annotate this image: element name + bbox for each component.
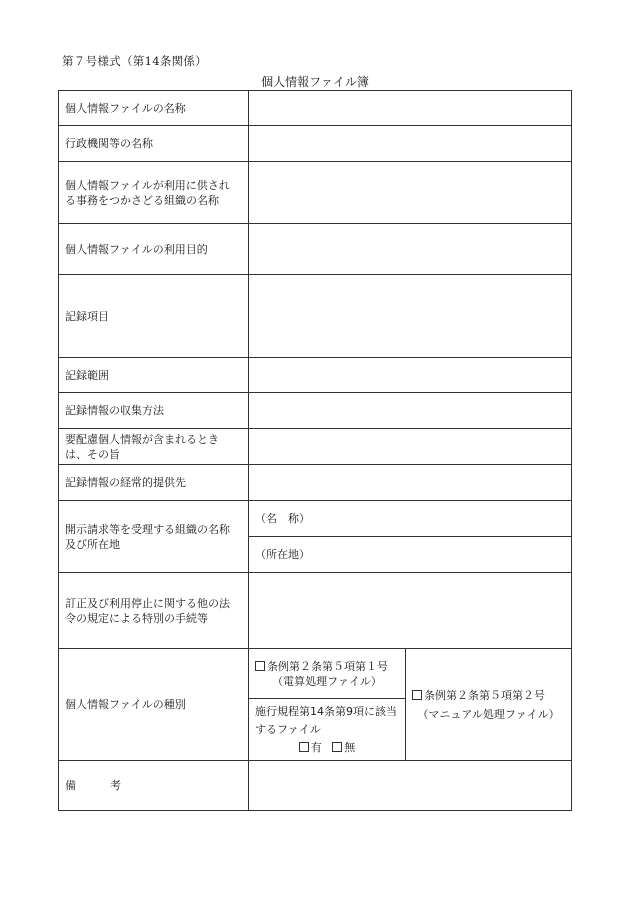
label-purpose: 個人情報ファイルの利用目的 xyxy=(59,224,249,275)
label-correction-line1: 訂正及び利用停止に関する他の法 xyxy=(65,596,230,610)
row-correction xyxy=(59,573,572,649)
label-organization-line1: 個人情報ファイルが利用に供され xyxy=(65,178,230,192)
rule-no-label: 無 xyxy=(344,740,356,754)
field-disclosure-address[interactable] xyxy=(249,537,572,573)
field-rule-applicability xyxy=(249,699,406,761)
option-type2-line1 xyxy=(412,688,565,703)
field-disclosure-name[interactable] xyxy=(249,501,572,537)
row-special-care xyxy=(59,429,572,465)
field-remarks[interactable] xyxy=(249,761,572,811)
type1-checkbox[interactable] xyxy=(255,661,265,671)
type2-checkbox[interactable] xyxy=(412,690,422,700)
field-organization[interactable] xyxy=(249,162,572,224)
label-disclosure-line2: 及び所在地 xyxy=(65,537,120,551)
form-number: 第７号様式（第14条関係） xyxy=(62,54,208,68)
row-collection-method xyxy=(59,393,572,429)
label-disclosure-line1: 開示請求等を受理する組織の名称 xyxy=(65,522,230,536)
label-record-items: 記録項目 xyxy=(59,275,249,358)
row-remarks xyxy=(59,761,572,811)
label-special-care xyxy=(59,429,249,465)
field-correction[interactable] xyxy=(249,573,572,649)
rule-no-checkbox[interactable] xyxy=(332,742,342,752)
field-special-care[interactable] xyxy=(249,429,572,465)
type2-subtitle: （マニュアル処理ファイル） xyxy=(417,707,560,721)
label-correction-line2: 令の規定による特別の手続等 xyxy=(65,611,208,625)
row-regular-provision xyxy=(59,465,572,501)
row-organization xyxy=(59,162,572,224)
remarks-char-2: 考 xyxy=(110,779,121,792)
type2-label: 条例第２条第５項第２号 xyxy=(424,688,545,702)
label-regular-provision: 記録情報の経常的提供先 xyxy=(59,465,249,501)
label-collection-method: 記録情報の収集方法 xyxy=(59,393,249,429)
type1-label: 条例第２条第５項第１号 xyxy=(267,659,388,673)
label-remarks xyxy=(59,761,249,811)
label-file-type: 個人情報ファイルの種別 xyxy=(59,649,249,761)
label-special-care-line1: 要配慮個人情報が含まれるとき xyxy=(65,432,219,446)
disclosure-address-caption: （所在地） xyxy=(255,548,310,561)
disclosure-name-caption: （名 称） xyxy=(255,512,310,525)
type1-subtitle: （電算処理ファイル） xyxy=(272,674,382,688)
row-file-name xyxy=(59,91,572,126)
row-record-items xyxy=(59,275,572,358)
row-agency-name xyxy=(59,126,572,162)
option-type2[interactable] xyxy=(406,649,572,761)
field-agency-name[interactable] xyxy=(249,126,572,162)
field-collection-method[interactable] xyxy=(249,393,572,429)
row-disclosure-name xyxy=(59,501,572,537)
remarks-char-1: 備 xyxy=(65,779,76,792)
field-file-name[interactable] xyxy=(249,91,572,126)
rule-yes-label: 有 xyxy=(310,740,322,754)
row-purpose xyxy=(59,224,572,275)
row-file-type xyxy=(59,649,572,699)
rule-yes-no xyxy=(255,739,399,757)
row-record-scope xyxy=(59,358,572,393)
option-type1-line1 xyxy=(255,659,399,674)
option-type1[interactable] xyxy=(249,649,406,699)
field-purpose[interactable] xyxy=(249,224,572,275)
rule-line2: するファイル xyxy=(255,722,321,736)
field-record-items[interactable] xyxy=(249,275,572,358)
label-organization-line2: る事務をつかさどる組織の名称 xyxy=(65,193,219,207)
label-correction xyxy=(59,573,249,649)
document-title: 個人情報ファイル簿 xyxy=(261,75,369,89)
label-record-scope: 記録範囲 xyxy=(59,358,249,393)
rule-line1: 施行規程第14条第9項に該当 xyxy=(255,704,397,718)
label-disclosure xyxy=(59,501,249,573)
file-register-table xyxy=(58,90,572,811)
field-regular-provision[interactable] xyxy=(249,465,572,501)
label-file-name: 個人情報ファイルの名称 xyxy=(59,91,249,126)
label-special-care-line2: は、その旨 xyxy=(65,447,120,461)
label-organization xyxy=(59,162,249,224)
field-record-scope[interactable] xyxy=(249,358,572,393)
label-agency-name: 行政機関等の名称 xyxy=(59,126,249,162)
rule-yes-checkbox[interactable] xyxy=(299,742,309,752)
